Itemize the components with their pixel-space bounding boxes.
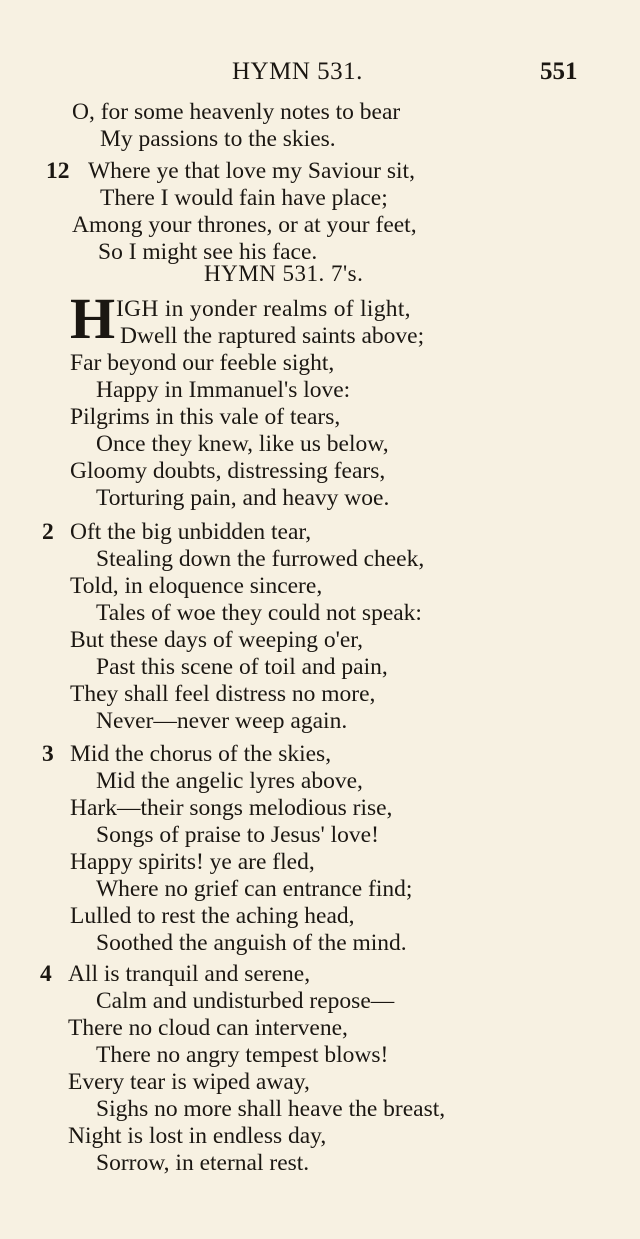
stanza-3-line-8: Soothed the anguish of the mind.: [96, 930, 407, 956]
stanza-2-line-6: Past this scene of toil and pain,: [96, 654, 388, 680]
stanza-1-line-2: Dwell the raptured saints above;: [120, 323, 425, 349]
stanza-2-line-1: Oft the big unbidden tear,: [70, 519, 312, 545]
running-title: HYMN 531.: [232, 58, 363, 85]
stanza-2-line-7: They shall feel distress no more,: [70, 681, 376, 707]
stanza-12-line-1: Where ye that love my Saviour sit,: [88, 158, 415, 184]
stanza-3-line-7: Lulled to rest the aching head,: [70, 903, 355, 929]
stanza-1-line-3: Far beyond our feeble sight,: [70, 350, 335, 376]
stanza-1-line-4: Happy in Immanuel's love:: [96, 377, 351, 403]
stanza-3-line-1: Mid the chorus of the skies,: [70, 741, 332, 767]
stanza-number-4: 4: [40, 961, 52, 987]
stanza-number-3: 3: [42, 741, 54, 767]
page-number: 551: [540, 58, 578, 85]
stanza-3-line-6: Where no grief can entrance find;: [96, 876, 413, 902]
stanza-4-line-2: Calm and undisturbed repose—: [96, 988, 395, 1014]
stanza-2-line-3: Told, in eloquence sincere,: [70, 573, 323, 599]
hymn-title: HYMN 531. 7's.: [204, 261, 364, 286]
stanza-2-line-5: But these days of weeping o'er,: [70, 627, 364, 653]
stanza-2-line-2: Stealing down the furrowed cheek,: [96, 546, 425, 572]
drop-cap: H: [70, 286, 116, 351]
stanza-1-line-1: IGH in yonder realms of light,: [116, 296, 411, 322]
stanza-4-line-3: There no cloud can intervene,: [68, 1015, 348, 1041]
stanza-12-line-4: So I might see his face.: [98, 239, 318, 265]
stanza-4-line-4: There no angry tempest blows!: [96, 1042, 389, 1068]
stanza-1-line-7: Gloomy doubts, distressing fears,: [70, 458, 386, 484]
stanza-4-line-1: All is tranquil and serene,: [68, 961, 311, 987]
stanza-4-line-8: Sorrow, in eternal rest.: [96, 1150, 310, 1176]
stanza-1-line-8: Torturing pain, and heavy woe.: [96, 485, 390, 511]
stanza-4-line-5: Every tear is wiped away,: [68, 1069, 310, 1095]
stanza-12-line-3: Among your thrones, or at your feet,: [72, 212, 417, 238]
stanza-3-line-4: Songs of praise to Jesus' love!: [96, 822, 379, 848]
stanza-3-line-5: Happy spirits! ye are fled,: [70, 849, 315, 875]
continuation-line-2: My passions to the skies.: [100, 126, 336, 152]
stanza-3-line-2: Mid the angelic lyres above,: [96, 768, 363, 794]
stanza-3-line-3: Hark—their songs melodious rise,: [70, 795, 393, 821]
continuation-line-1: O, for some heavenly notes to bear: [72, 99, 401, 125]
stanza-4-line-6: Sighs no more shall heave the breast,: [96, 1096, 446, 1122]
stanza-number-2: 2: [42, 519, 54, 545]
stanza-1-line-6: Once they knew, like us below,: [96, 431, 389, 457]
running-header: [0, 58, 640, 92]
stanza-2-line-8: Never—never weep again.: [96, 708, 348, 734]
stanza-4-line-7: Night is lost in endless day,: [68, 1123, 327, 1149]
stanza-2-line-4: Tales of woe they could not speak:: [96, 600, 422, 626]
stanza-12-line-2: There I would fain have place;: [100, 185, 388, 211]
stanza-1-line-5: Pilgrims in this vale of tears,: [70, 404, 341, 430]
stanza-number-12: 12: [46, 158, 70, 184]
